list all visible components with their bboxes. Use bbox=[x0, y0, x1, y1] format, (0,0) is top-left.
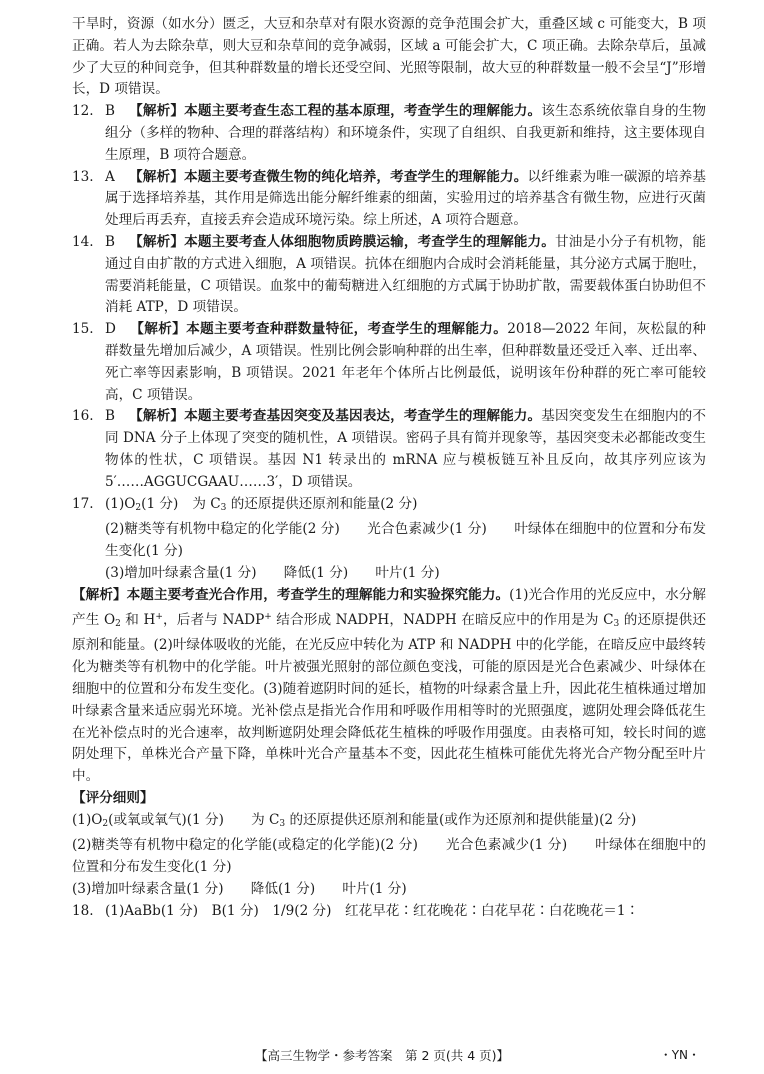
answer-line-3: (3)增加叶绿素含量(1 分) 降低(1 分) 叶片(1 分) bbox=[105, 564, 440, 581]
question-number: 17. bbox=[72, 495, 94, 512]
intro-paragraph: 干旱时，资源（如水分）匮乏，大豆和杂草对有限水资源的竞争范围会扩大，重叠区域 c 可能变大，B 项正确。若人为去除杂草，则大豆和杂草间的竞争减弱，区域 a 可能会扩大，C 项正确。去除杂草后，虽减少了大豆的种间竞争，但其种群数量的增长还受空间、光照等限制，故大豆的种群数量一般不会呈“J”形增长，D 项错误。 bbox=[72, 16, 706, 98]
answer-line-1: $(1)O_2(1$ 分) 为 $C_3$ 的还原提供还原剂和能量(2 分) bbox=[105, 495, 418, 513]
question-15 bbox=[72, 319, 706, 406]
answer-line-2: (2)糖类等有机物中稳定的化学能(2 分) 光合色素减少(1 分) 叶绿体在细胞中的位置和分布发生变化(1 分) bbox=[105, 521, 706, 560]
analysis-tag: 【解析】本题主要考查光合作用，考查学生的理解能力和实验探究能力。 bbox=[72, 586, 510, 603]
question-number: 12. bbox=[72, 103, 94, 120]
answer-letter: B bbox=[105, 408, 115, 425]
rubric-line-3: (3)增加叶绿素含量(1 分) 降低(1 分) 叶片(1 分) bbox=[72, 881, 407, 898]
question-16 bbox=[72, 406, 706, 493]
analysis-tag: 【解析】本题主要考查微生物的纯化培养，考查学生的理解能力。 bbox=[128, 168, 528, 185]
question-number: 16. bbox=[72, 408, 94, 425]
question-number: 13. bbox=[72, 168, 94, 185]
answer-letter: A bbox=[105, 168, 115, 185]
answer-letter: B bbox=[105, 103, 115, 120]
question-number: 14. bbox=[72, 233, 94, 250]
q17-analysis: 【解析】本题主要考查光合作用，考查学生的理解能力和实验探究能力。(1)光合作用的光反应中，水分解产生 $O_2$ 和 H+，后者与 NADP+ 结合形成 NADPH，NADPH 在暗反应中的作用是为 $C_3$ 的还原提供还原剂和能量。(2)叶绿体吸收的光能，在光反应中转化为 ATP 和 NADPH 中的化学能，在暗反应中最终转化为糖类等有机物中的化学能。叶片被强光照射的部位颜色变浅，可能的原因是光合色素减少、叶绿体在细胞中的位置和分布发生变化。(3)随着遮阴时间的延长，植物的叶绿素含量上升，因此花生植株通过增加叶绿素含量来适应弱光环境。光补偿点是指光合作用和呼吸作用相等时的光照强度，遮阴处理会降低花生在光补偿点时的光合速率，故判断遮阴处理会降低花生植株的呼吸作用强度。由表格可知，较长时间的遮阴处理下，单株光合产量下降，单株叶光合产量基本不变，因此花生植株可能优先将光合产物分配至叶片中。 bbox=[72, 586, 707, 785]
question-number: 18. bbox=[72, 902, 94, 919]
question-12 bbox=[72, 101, 706, 166]
answer-letter: D bbox=[105, 321, 116, 338]
answer-line-1: (1)AaBb(1 分) B(1 分) 1/9(2 分) 红花早花∶红花晚花∶白花早花∶白花晚花＝1∶ bbox=[105, 902, 640, 919]
analysis-tag: 【解析】本题主要考查生态工程的基本原理，考查学生的理解能力。 bbox=[129, 103, 542, 120]
rubric-line-1: $(1)O_2$(或氧或氧气)(1 分) 为 $C_3$ 的还原提供还原剂和能量(或作为还原剂和提供能量)(2 分) bbox=[72, 811, 637, 829]
analysis-tag: 【解析】本题主要考查人体细胞物质跨膜运输，考查学生的理解能力。 bbox=[129, 233, 556, 250]
question-18 bbox=[72, 901, 706, 923]
analysis-text: 以纤维素为唯一碳源的培养基属于选择培养基，其作用是筛选出能分解纤维素的细菌，实验用过的培养基含有微生物，应进行灭菌处理后再丢弃，直接丢弃会造成环境污染。综上所述，A 项符合题意。 bbox=[105, 168, 706, 229]
rubric-title: 【评分细则】 bbox=[72, 789, 154, 806]
analysis-text: 该生态系统依靠自身的生物组分（多样的物种、合理的群落结构）和环境条件，实现了自组织、自我更新和维持，这主要体现自生原理，B 项符合题意。 bbox=[105, 103, 707, 163]
footer-code: ・YN・ bbox=[659, 1048, 700, 1062]
analysis-tag: 【解析】本题主要考查种群数量特征，考查学生的理解能力。 bbox=[129, 321, 508, 338]
analysis-text: 甘油是小分子有机物，能通过自由扩散的方式进入细胞，A 项错误。抗体在细胞内合成时会消耗能量，其分泌方式属于胞吐，需要消耗能量，C 项错误。血浆中的葡萄糖进入红细胞的方式属于协助扩散，需要载体蛋白协助但不消耗 ATP，D 项错误。 bbox=[105, 233, 707, 316]
analysis-text: 2018—2022 年间，灰松鼠的种群数量先增加后减少，A 项错误。性别比例会影响种群的出生率，但种群数量还受迁入率、迁出率、死亡率等因素影响，B 项错误。2021 年老年个体所占比例最低，说明该年份种群的死亡率可能较高，C 项错误。 bbox=[105, 321, 707, 403]
page-footer bbox=[0, 1046, 764, 1064]
analysis-tag: 【解析】本题主要考查基因突变及基因表达，考查学生的理解能力。 bbox=[129, 408, 542, 425]
question-17 bbox=[72, 494, 706, 585]
question-13 bbox=[72, 167, 706, 232]
footer-text: 【高三生物学・参考答案 第 2 页(共 4 页)】 bbox=[254, 1048, 510, 1063]
rubric-line-2: (2)糖类等有机物中稳定的化学能(或稳定的化学能)(2 分) 光合色素减少(1 分) 叶绿体在细胞中的位置和分布发生变化(1 分) bbox=[72, 837, 706, 876]
question-number: 15. bbox=[72, 321, 94, 338]
question-14 bbox=[72, 232, 706, 319]
answer-letter: B bbox=[105, 233, 115, 250]
analysis-text: 基因突变发生在细胞内的不同 DNA 分子上体现了突变的随机性，A 项错误。密码子具有简并现象等，基因突变未必都能改变生物体的性状，C 项错误。基因 N1 转录出的 mRNA 应与模板链互补且反向，故其序列应该为 5′……AGGUCGAAU……3′，D 项错误。 bbox=[105, 408, 707, 490]
